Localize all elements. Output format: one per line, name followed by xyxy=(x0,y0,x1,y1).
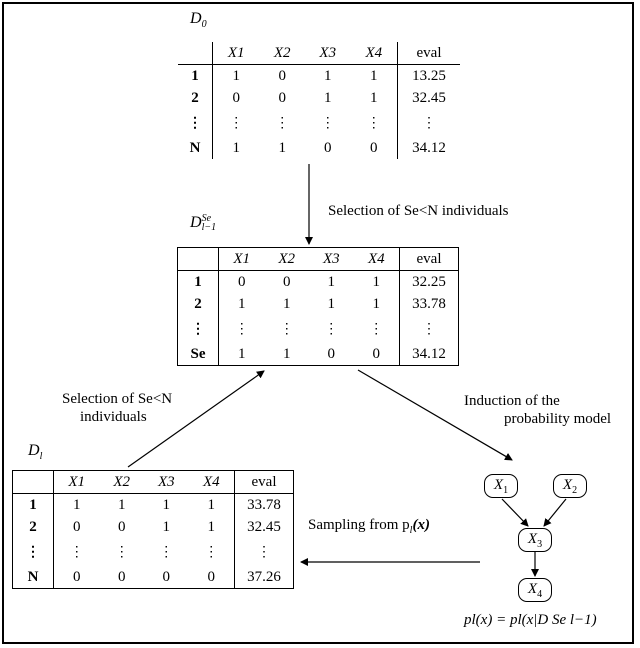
model-formula: pl(x) = pl(x|D Se l−1) xyxy=(464,612,597,628)
table-row: 1 1 0 1 1 13.25 xyxy=(178,65,460,88)
caption-selection-top: Selection of Se<N individuals xyxy=(328,203,509,219)
table-row: ⋮ ⋮ ⋮ ⋮ ⋮ ⋮ xyxy=(178,315,459,343)
table-row: 1 0 0 1 1 32.25 xyxy=(178,271,459,294)
table-dl: X1 X2 X3 X4 eval 1 1 1 1 1 33.78 2 0 0 1 1 32.45 ⋮ ⋮ ⋮ ⋮ ⋮ ⋮ N 0 0 0 0 37.26 xyxy=(12,470,294,589)
table-row: 2 0 0 1 1 32.45 xyxy=(13,516,294,538)
node-x4: $X_4$ xyxy=(518,578,552,602)
node-x1: $X_1$ xyxy=(484,474,518,498)
table-row: Se 1 1 0 0 34.12 xyxy=(178,343,459,366)
dl-label: $D_l$ xyxy=(28,442,43,463)
node-x2: $X_2$ xyxy=(553,474,587,498)
d0-label: $D_0$ xyxy=(190,10,207,31)
caption-induction: Induction of the probability model xyxy=(464,393,612,427)
node-x3: $X_3$ xyxy=(518,528,552,552)
table-row: ⋮ ⋮ ⋮ ⋮ ⋮ ⋮ xyxy=(178,109,460,137)
table-row: N 0 0 0 0 37.26 xyxy=(13,566,294,589)
table-row: N 1 1 0 0 34.12 xyxy=(178,137,460,159)
table-dse: X1 X2 X3 X4 eval 1 0 0 1 1 32.25 2 1 1 1 1 33.78 ⋮ ⋮ ⋮ ⋮ ⋮ ⋮ Se 1 1 0 0 34.12 xyxy=(177,247,459,366)
table-row: 1 1 1 1 1 33.78 xyxy=(13,494,294,517)
dse-label: D Se l−1 xyxy=(190,213,217,234)
table-d0: X1 X2 X3 X4 eval 1 1 0 1 1 13.25 2 0 0 1 1 32.45 ⋮ ⋮ ⋮ ⋮ ⋮ ⋮ N 1 1 0 0 34.12 xyxy=(178,42,460,159)
table-row: 2 1 1 1 1 33.78 xyxy=(178,293,459,315)
caption-selection-left: Selection of Se<N individuals xyxy=(62,391,173,425)
table-row: 2 0 0 1 1 32.45 xyxy=(178,87,460,109)
table-row: ⋮ ⋮ ⋮ ⋮ ⋮ ⋮ xyxy=(13,538,294,566)
edge-x2-x3 xyxy=(544,499,566,526)
edge-x1-x3 xyxy=(502,499,528,526)
caption-sampling: Sampling from $p_l(x)$ xyxy=(308,517,430,536)
